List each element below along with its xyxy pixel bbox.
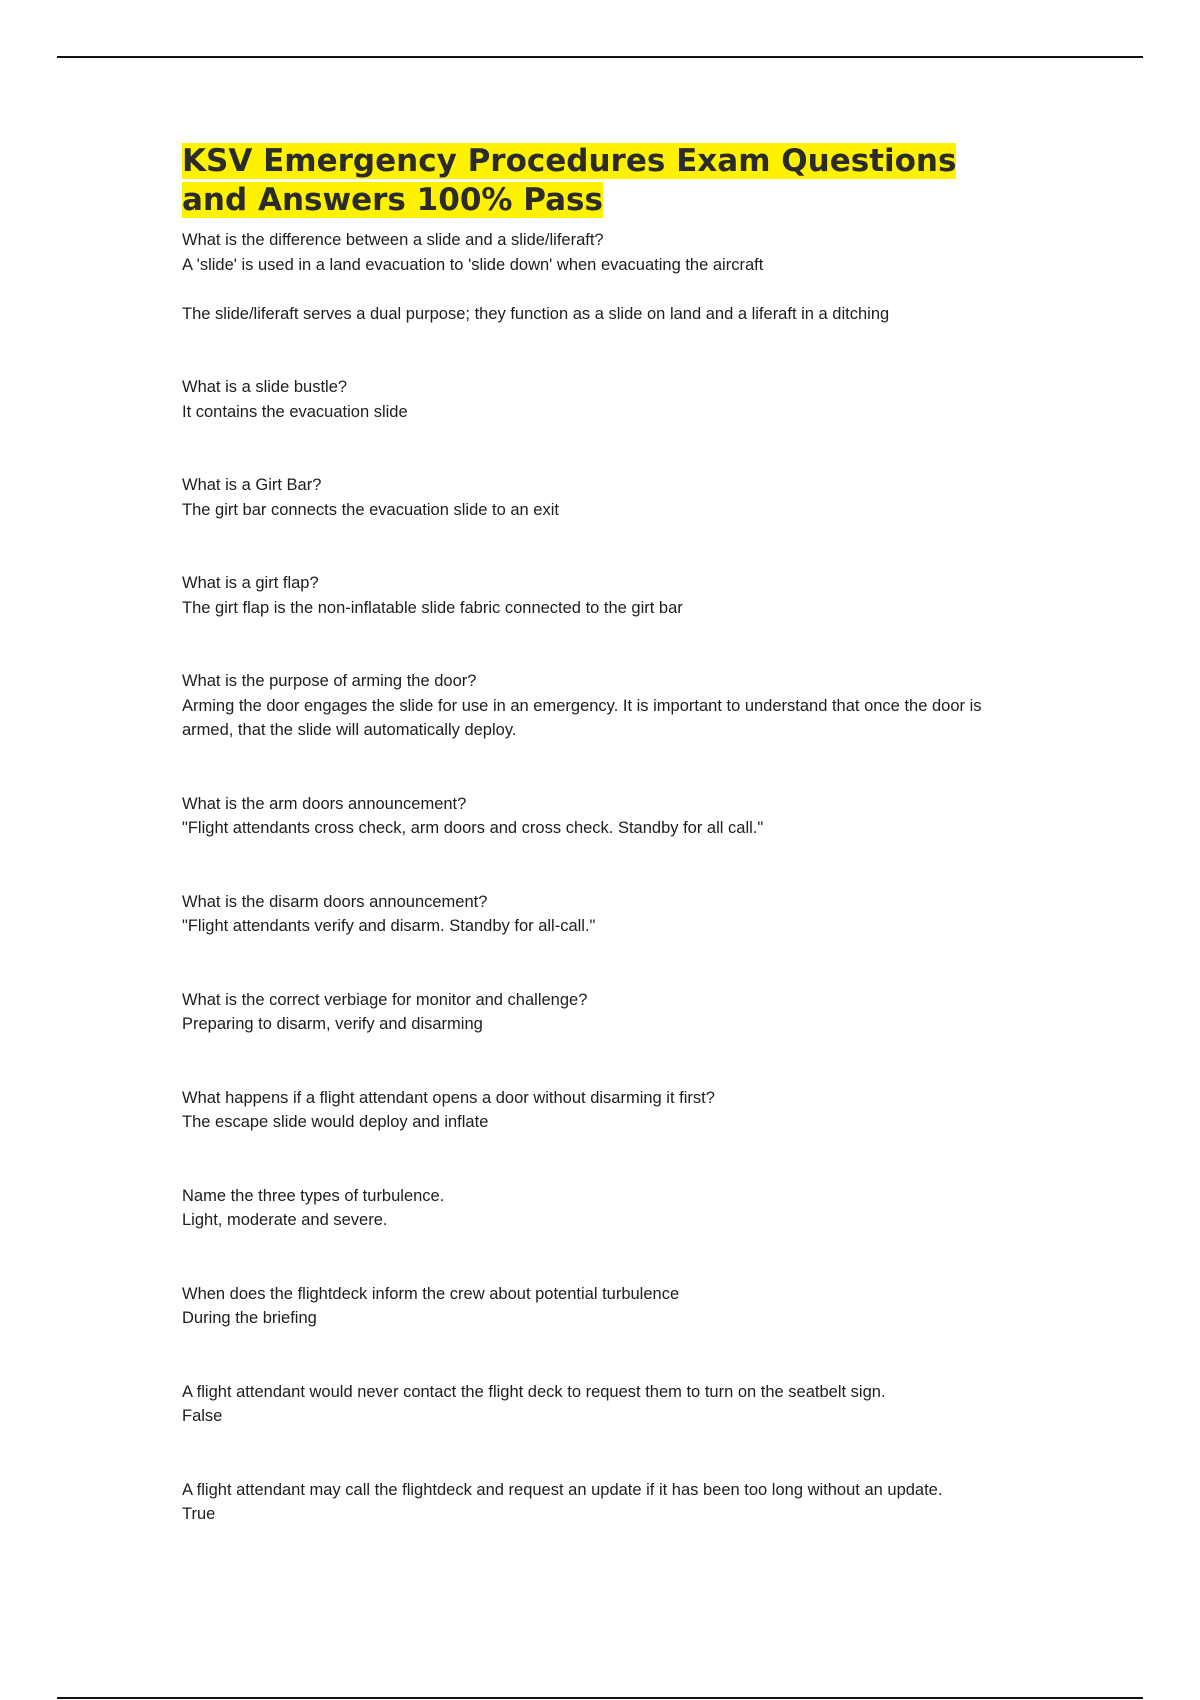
answer-text: True [182,1505,216,1523]
answer-text: "Flight attendants cross check, arm doors and cross check. Standby for all call." [182,819,764,837]
answer-text: During the briefing [182,1309,317,1327]
question-text: What is the disarm doors announcement? [182,892,488,911]
question-text: What is a slide bustle? [182,378,348,396]
answer-text: Arming the door engages the slide for use in an emergency. It is important to understand that once the door is armed, that the slide will automatically deploy. [182,696,982,739]
top-rule [57,56,1143,58]
qa-item [182,1380,1002,1429]
question-text: What is the difference between a slide and a slide/liferaft? [182,231,604,249]
qa-list [182,228,1002,1527]
question-text: What is the purpose of arming the door? [182,672,477,690]
qa-item [182,890,1002,939]
question-text: What is a girt flap? [182,574,319,592]
answer-text: The escape slide would deploy and inflate [182,1113,489,1131]
question-text: When does the flightdeck inform the crew about potential turbulence [182,1284,680,1303]
document-title-text: KSV Emergency Procedures Exam Questions and Answers 100% Pass [182,143,957,218]
document-body [182,142,1002,1576]
qa-item [182,228,1002,326]
qa-item [182,1086,1002,1135]
qa-item [182,792,1002,841]
qa-item [182,988,1002,1037]
answer-text: It contains the evacuation slide [182,402,408,421]
answer-text: "Flight attendants verify and disarm. Standby for all-call." [182,917,596,935]
document-title [182,142,1002,220]
qa-item [182,1478,1002,1527]
question-text: A flight attendant would never contact the flight deck to request them to turn on the seatbelt sign. [182,1382,886,1401]
answer-text: The girt flap is the non-inflatable slide fabric connected to the girt bar [182,598,683,617]
question-text: What is a Girt Bar? [182,476,322,494]
qa-item [182,473,1002,522]
answer-text: False [182,1407,223,1425]
qa-item [182,669,1002,743]
answer-text: A 'slide' is used in a land evacuation to 'slide down' when evacuating the aircraft [182,255,764,274]
answer-text: Light, moderate and severe. [182,1211,388,1229]
qa-item [182,571,1002,620]
question-text: Name the three types of turbulence. [182,1186,445,1205]
answer-text: The slide/liferaft serves a dual purpose; they function as a slide on land and a liferaft in a ditching [182,304,890,323]
question-text: What is the arm doors announcement? [182,794,467,813]
answer-text: Preparing to disarm, verify and disarming [182,1015,483,1033]
answer-text: The girt bar connects the evacuation slide to an exit [182,500,559,519]
bottom-rule [57,1697,1143,1699]
qa-item [182,1184,1002,1233]
qa-item [182,375,1002,424]
question-text: What is the correct verbiage for monitor and challenge? [182,990,588,1009]
qa-item [182,1282,1002,1331]
question-text: What happens if a flight attendant opens a door without disarming it first? [182,1088,715,1107]
question-text: A flight attendant may call the flightdeck and request an update if it has been too long without an update. [182,1480,943,1499]
